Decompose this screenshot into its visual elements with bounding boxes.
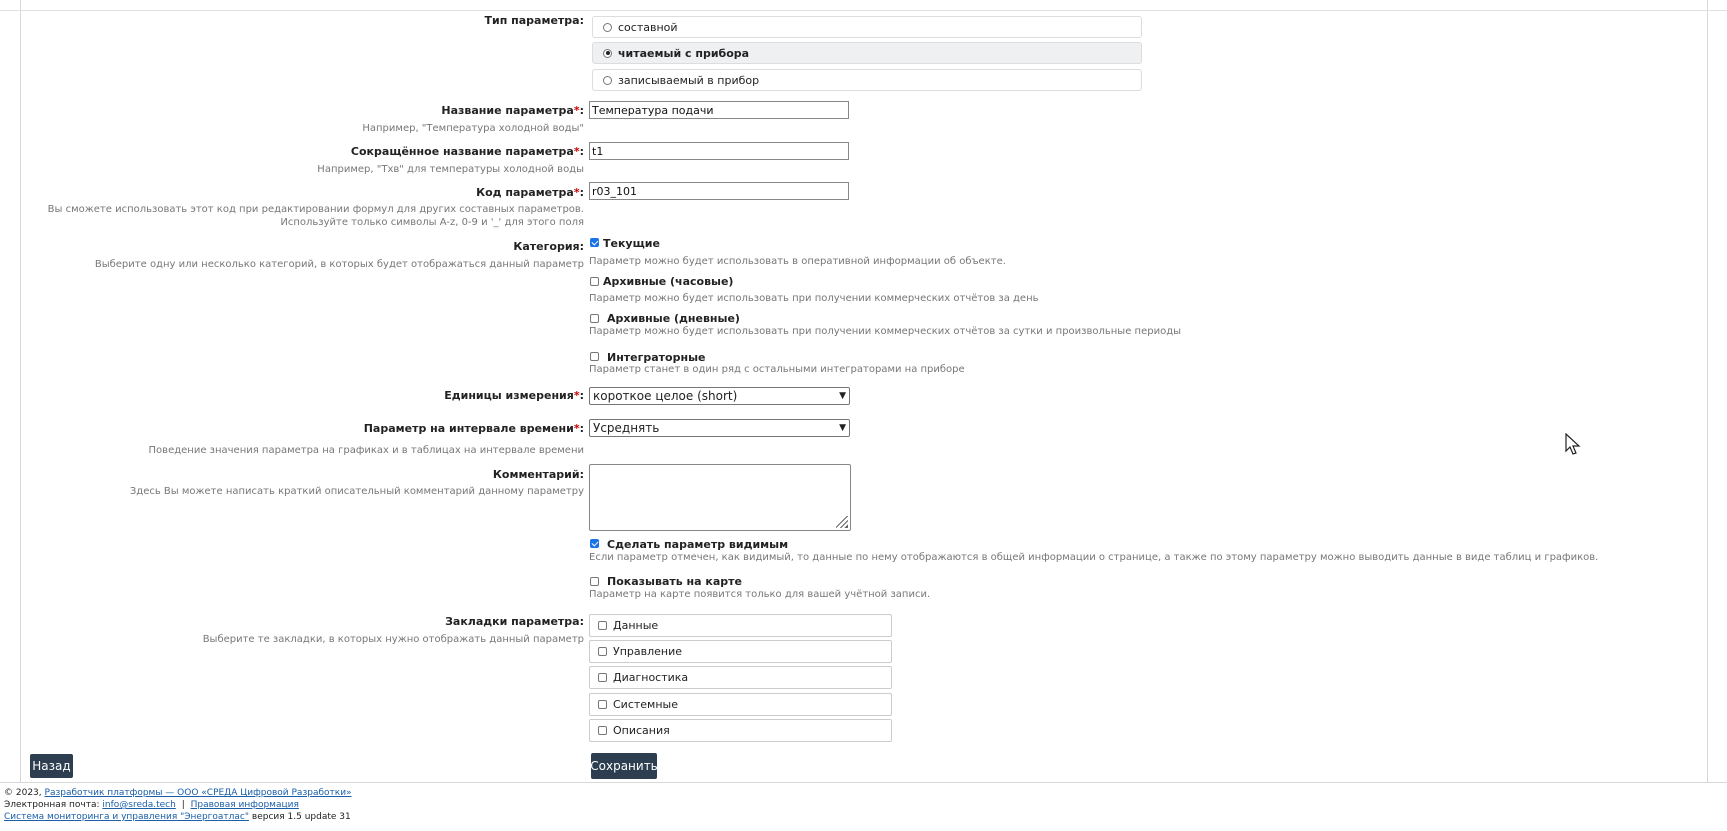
param-type-label: Тип параметра: (484, 14, 584, 27)
tab-option-system[interactable] (589, 693, 892, 716)
comment-hint: Здесь Вы можете написать краткий описательный комментарий данному параметру (129, 486, 584, 497)
footer-line-1 (4, 788, 352, 798)
radio-option-writable[interactable] (592, 69, 1142, 91)
tab-checkbox[interactable] (598, 621, 607, 630)
show-map-desc: Параметр на карте появится только для вашей учётной записи. (589, 589, 931, 600)
category-integrator-checkbox[interactable] (590, 352, 599, 361)
back-button[interactable]: Назад (30, 754, 73, 778)
show-map-checkbox[interactable] (590, 577, 599, 586)
left-border (20, 0, 21, 783)
radio-option-composite[interactable] (592, 16, 1142, 38)
tab-option-diagnostics[interactable] (589, 666, 892, 689)
tab-label: Диагностика (613, 671, 689, 684)
comment-textarea[interactable] (589, 464, 851, 531)
radio-label: записываемый в прибор (618, 73, 760, 87)
radio-button[interactable] (603, 76, 612, 85)
footer-line-2 (4, 800, 299, 810)
param-code-label: Код параметра*: (476, 186, 584, 199)
category-archive-hourly-desc: Параметр можно будет использовать при получении коммерческих отчётов за день (589, 293, 1039, 304)
tab-label: Данные (613, 619, 659, 632)
footer-copyright: © 2023, (4, 788, 42, 798)
bottom-divider (0, 782, 1727, 783)
footer-email-label: Электронная почта: (4, 800, 100, 810)
system-link[interactable]: Система мониторинга и управления "Энергоатлас" (4, 812, 250, 822)
units-label: Единицы измерения*: (444, 389, 584, 402)
tab-option-data[interactable] (589, 614, 892, 637)
category-label: Категория: (513, 240, 584, 253)
param-code-hint-1: Вы сможете использовать этот код при редактировании формул для других составных параметров. (47, 204, 584, 215)
param-code-hint-2: Используйте только символы A-z, 0-9 и '_' для этого поля (280, 217, 584, 228)
param-name-hint: Например, "Температура холодной воды" (362, 123, 584, 134)
interval-selected-value: Усреднять (593, 421, 660, 435)
footer-version: версия 1.5 update 31 (251, 812, 351, 822)
category-archive-daily-title: Архивные (дневные) (607, 312, 740, 325)
tab-option-control[interactable] (589, 640, 892, 663)
tab-label: Управление (613, 645, 683, 658)
tab-label: Описания (613, 724, 670, 737)
tab-checkbox[interactable] (598, 647, 607, 656)
resize-grip-icon[interactable] (836, 516, 848, 528)
interval-label: Параметр на интервале времени*: (363, 422, 584, 435)
category-archive-daily-checkbox[interactable] (590, 314, 599, 323)
short-name-input[interactable] (589, 142, 849, 160)
units-select[interactable] (589, 387, 850, 405)
category-hint: Выберите одну или несколько категорий, в которых будет отображаться данный параметр (94, 259, 584, 270)
radio-label: читаемый с прибора (618, 46, 750, 60)
comment-label: Комментарий: (492, 468, 584, 481)
tabs-hint: Выберите те закладки, в которых нужно отображать данный параметр (202, 634, 584, 645)
tab-checkbox[interactable] (598, 726, 607, 735)
chevron-down-icon: ▼ (839, 391, 846, 401)
tab-option-descriptions[interactable] (589, 719, 892, 742)
category-integrator-desc: Параметр станет в один ряд с остальными интеграторами на приборе (589, 364, 965, 375)
radio-button-selected[interactable] (603, 49, 612, 58)
interval-select[interactable] (589, 419, 850, 437)
tabs-label: Закладки параметра: (445, 615, 584, 628)
radio-option-readable[interactable] (592, 42, 1142, 64)
email-link[interactable]: info@sreda.tech (102, 800, 176, 810)
category-current-desc: Параметр можно будет использовать в оперативной информации об объекте. (589, 256, 1006, 267)
interval-hint: Поведение значения параметра на графиках и в таблицах на интервале времени (148, 445, 584, 456)
category-integrator-title: Интеграторные (607, 351, 706, 364)
footer-line-3 (4, 812, 351, 822)
developer-link[interactable]: Разработчик платформы — ООО «СРЕДА Цифровой Разработки» (44, 788, 352, 798)
tab-label: Системные (613, 698, 678, 711)
visible-title: Сделать параметр видимым (607, 538, 789, 551)
show-map-title: Показывать на карте (607, 575, 742, 588)
category-archive-hourly-checkbox[interactable] (590, 277, 599, 286)
units-selected-value: короткое целое (short) (593, 389, 738, 403)
category-archive-hourly-title: Архивные (часовые) (603, 275, 734, 288)
tab-checkbox[interactable] (598, 700, 607, 709)
short-name-label: Сокращённое название параметра*: (350, 145, 584, 158)
save-button[interactable]: Сохранить (591, 753, 657, 779)
footer-separator: | (181, 800, 185, 810)
category-current-title: Текущие (603, 237, 660, 250)
param-code-input[interactable] (589, 182, 849, 200)
radio-button[interactable] (603, 23, 612, 32)
param-name-input[interactable] (589, 101, 849, 119)
radio-label: составной (618, 20, 678, 34)
chevron-down-icon: ▼ (839, 423, 846, 433)
param-name-label: Название параметра*: (441, 104, 584, 117)
tab-checkbox[interactable] (598, 673, 607, 682)
visible-checkbox[interactable] (590, 539, 599, 548)
legal-info-link[interactable]: Правовая информация (190, 800, 299, 810)
short-name-hint: Например, "Тхв" для температуры холодной воды (317, 164, 584, 175)
category-archive-daily-desc: Параметр можно будет использовать при получении коммерческих отчётов за сутки и произвольные периоды (589, 326, 1181, 337)
mouse-cursor-icon (1565, 433, 1581, 457)
visible-desc: Если параметр отмечен, как видимый, то данные по нему отображаются в общей информации о странице, а также по этому параметру можно выводить данные в виде таблиц и графиков. (589, 552, 1599, 563)
right-border (1707, 0, 1708, 783)
category-current-checkbox[interactable] (590, 238, 599, 247)
top-divider (0, 10, 1727, 11)
